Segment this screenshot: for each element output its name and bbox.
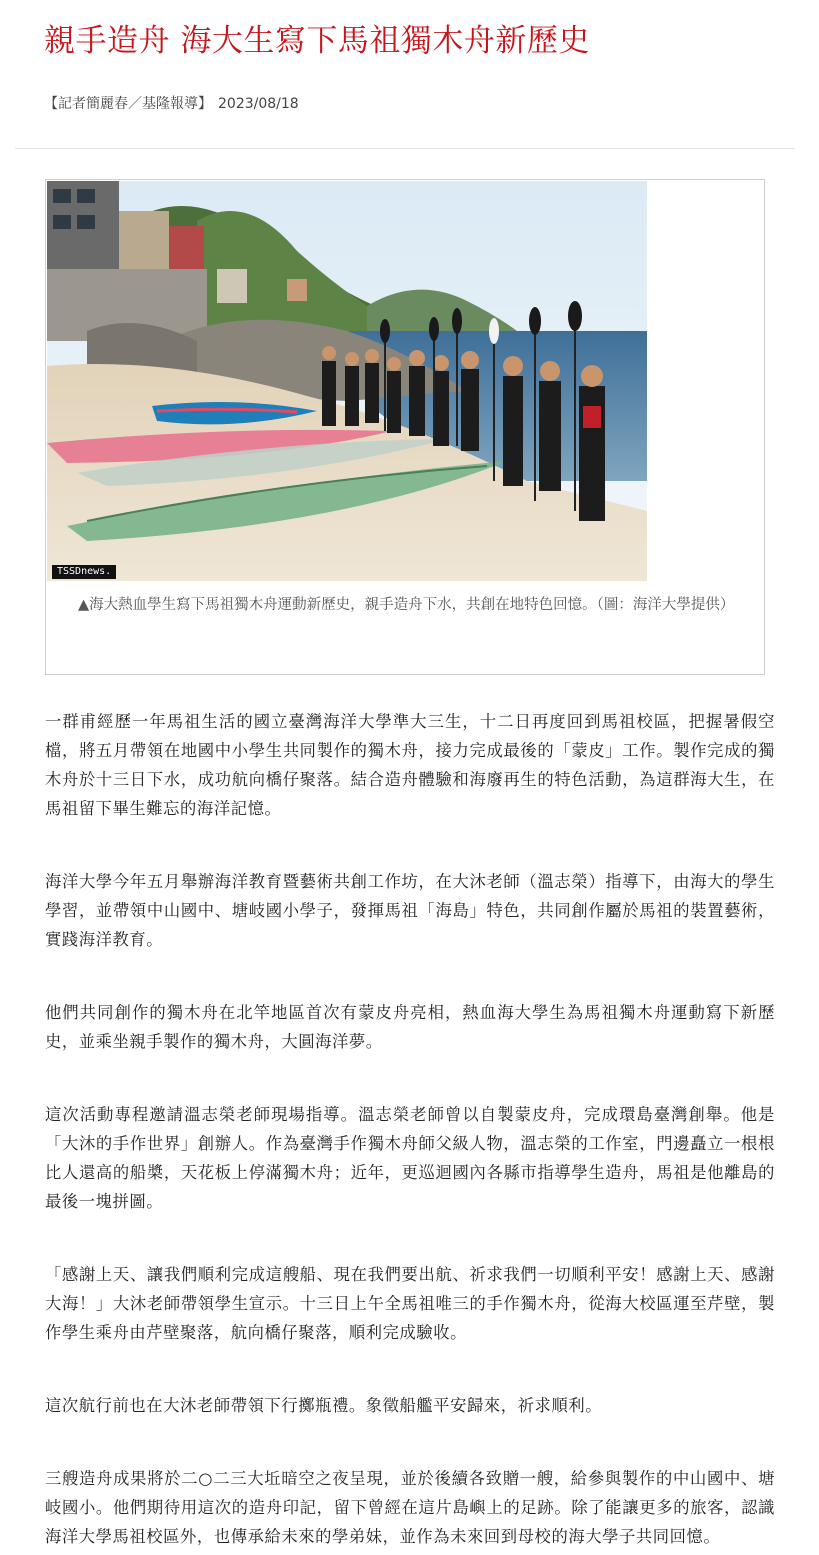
article-paragraph: 「感謝上天、讓我們順利完成這艘船、現在我們要出航、祈求我們一切順利平安！感謝上天、感謝大海！」大沐老師帶領學生宣示。十三日上午全馬祖唯三的手作獨木舟，從海大校區運至芹壁，製作學生乘舟由芹壁聚落，航向橋仔聚落，順利完成驗收。	[45, 1265, 775, 1342]
photo-caption: ▲海大熱血學生寫下馬祖獨木舟運動新歷史，親手造舟下水，共創在地特色回憶。（圖：海洋大學提供）	[78, 597, 735, 613]
article-paragraph: 三艘造舟成果將於二○二三大坵暗空之夜呈現，並於後續各致贈一艘，給參與製作的中山國中、塘岐國小。他們期待用這次的造舟印記，留下曾經在這片島嶼上的足跡。除了能讓更多的旅客，認識海洋大學馬祖校區外，也傳承給未來的學弟妹，並作為未來回到母校的海大學子共同回憶。	[45, 1469, 775, 1546]
article-paragraph: 這次航行前也在大沐老師帶領下行擲瓶禮。象徵船艦平安歸來，祈求順利。	[45, 1396, 603, 1415]
beach-kayak-photo	[47, 181, 647, 581]
reporter-credit: 【記者簡麗春／基隆報導】	[44, 96, 212, 112]
publish-date: 2023/08/18	[218, 96, 299, 112]
article-figure	[45, 179, 765, 675]
article-byline	[44, 94, 299, 114]
photo-watermark: TSSDnews.	[52, 565, 116, 579]
article-body	[45, 707, 775, 1555]
header-divider	[15, 148, 795, 149]
article-paragraph: 他們共同創作的獨木舟在北竿地區首次有蒙皮舟亮相，熱血海大學生為馬祖獨木舟運動寫下新歷史，並乘坐親手製作的獨木舟，大圓海洋夢。	[45, 1003, 775, 1051]
article-paragraph: 海洋大學今年五月舉辦海洋教育暨藝術共創工作坊，在大沐老師（溫志榮）指導下，由海大的學生學習，並帶領中山國中、塘岐國小學子，發揮馬祖「海島」特色，共同創作屬於馬祖的裝置藝術，實踐海洋教育。	[45, 872, 775, 949]
article-paragraph: 這次活動專程邀請溫志榮老師現場指導。溫志榮老師曾以自製蒙皮舟，完成環島臺灣創舉。他是「大沐的手作世界」創辦人。作為臺灣手作獨木舟師父級人物，溫志榮的工作室，門邊矗立一根根比人還高的船槳，天花板上停滿獨木舟；近年，更巡迴國內各縣市指導學生造舟，馬祖是他離島的最後一塊拼圖。	[45, 1105, 775, 1211]
article-title: 親手造舟 海大生寫下馬祖獨木舟新歷史	[44, 23, 590, 59]
article-paragraph: 一群甫經歷一年馬祖生活的國立臺灣海洋大學準大三生，十二日再度回到馬祖校區，把握暑假空檔，將五月帶領在地國中小學生共同製作的獨木舟，接力完成最後的「蒙皮」工作。製作完成的獨木舟於十三日下水，成功航向橋仔聚落。結合造舟體驗和海廢再生的特色活動，為這群海大生，在馬祖留下畢生難忘的海洋記憶。	[45, 712, 775, 818]
article-photo[interactable]	[47, 181, 647, 581]
